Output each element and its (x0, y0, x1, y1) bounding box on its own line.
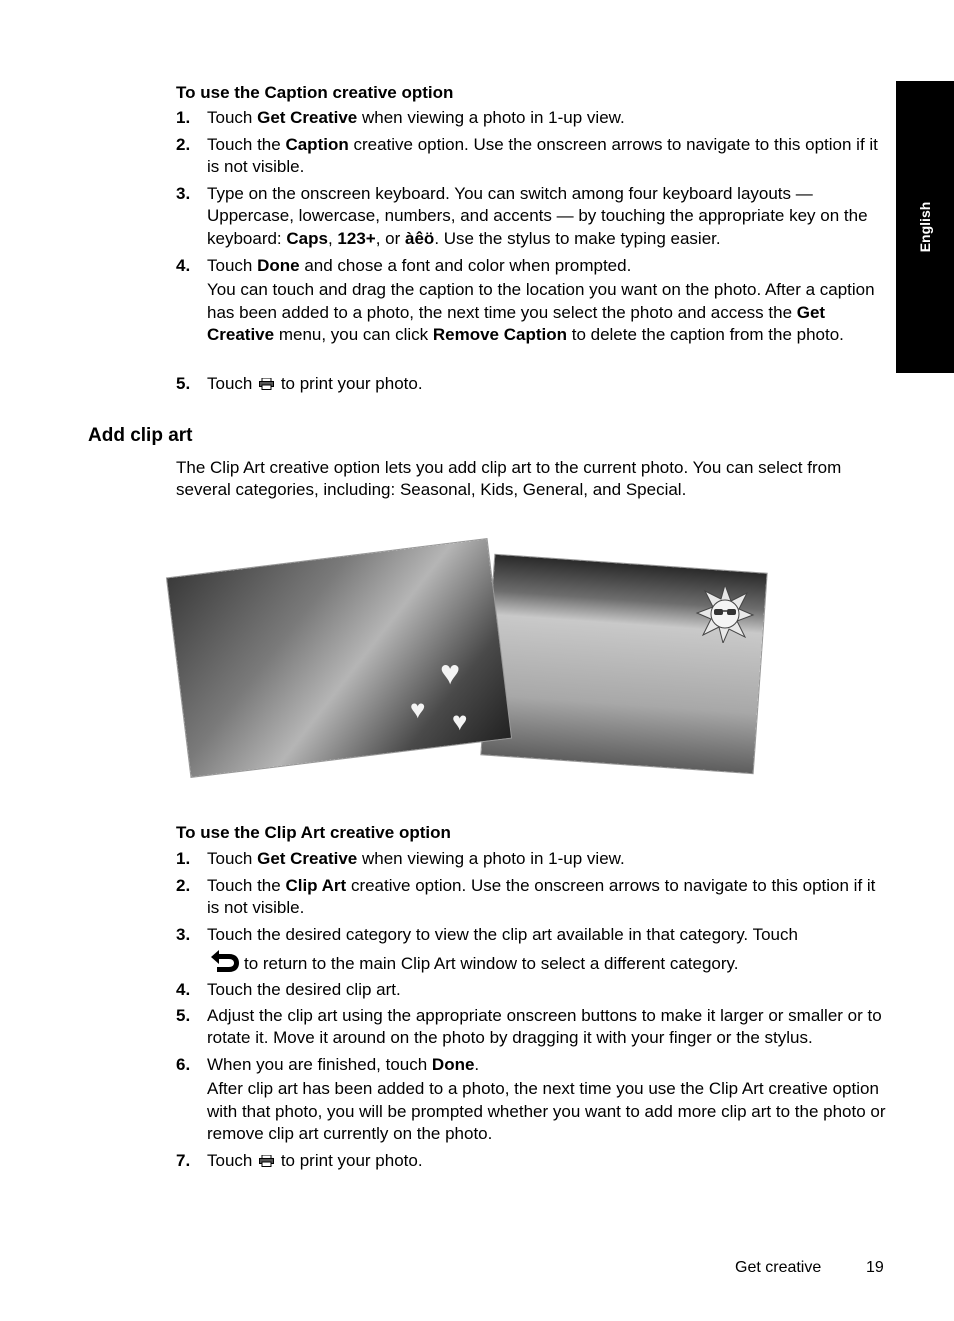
sun-with-sunglasses-icon (695, 583, 755, 643)
footer-section-name: Get creative (735, 1259, 822, 1276)
clipart-heading: Add clip art (88, 425, 193, 446)
clipart-intro: The Clip Art creative option lets you add clip art to the current photo. You can select from several categories, including: Seasonal, Kids, General, and Special. (176, 458, 842, 500)
printer-icon (259, 378, 274, 390)
caption-step-5: 5. Touch to print your photo. (176, 374, 423, 393)
clipart-step-4: 4. Touch the desired clip art. (176, 980, 401, 999)
clipart-example-figure (170, 528, 770, 793)
heart-icon: ♥ (440, 654, 461, 692)
language-tab-label: English (917, 201, 933, 253)
page-number: 19 (866, 1259, 884, 1276)
clipart-step-2: 2. Touch the Clip Art creative option. Use the onscreen arrows to navigate to this option if it is not visible. (176, 876, 876, 918)
clipart-procedure-title: To use the Clip Art creative option (176, 823, 451, 842)
clipart-step-5: 5. Adjust the clip art using the appropriate onscreen buttons to make it larger or smaller or to rotate it. Move it around on the photo by dragging it with your finger or the stylus. (176, 1006, 882, 1048)
caption-step-3: 3. Type on the onscreen keyboard. You can switch among four keyboard layouts — Uppercase, lowercase, numbers, and accents — by touching the appropriate key on the keyboard: Caps, 123+, or àêö. Use the stylus to make typing easier. (176, 184, 868, 248)
heart-icon: ♥ (410, 694, 426, 724)
clipart-step-1: 1. Touch Get Creative when viewing a photo in 1-up view. (176, 849, 625, 868)
language-tab (896, 81, 954, 373)
caption-step-2: 2. Touch the Caption creative option. Use the onscreen arrows to navigate to this option if it is not visible. (176, 135, 878, 177)
caption-step-4: 4. Touch Done and chose a font and color when prompted. You can touch and drag the caption to the location you want on the photo. After a caption has been added to a photo, the next time you select the photo and access the Get Creative menu, you can click Remove Caption to delete the caption from the photo. (176, 256, 875, 345)
heart-icon: ♥ (452, 706, 468, 736)
printer-icon (259, 1155, 274, 1167)
clipart-step-6: 6. When you are finished, touch Done. After clip art has been added to a photo, the next time you use the Clip Art creative option with that photo, you will be prompted whether you want to add more clip art to the photo or remove clip art currently on the photo. (176, 1055, 886, 1144)
back-arrow-icon (207, 948, 241, 974)
clipart-step-7: 7. Touch to print your photo. (176, 1151, 423, 1170)
clipart-step-3: 3. Touch the desired category to view the clip art available in that category. Touch to return to the main Clip Art window to select a different category. (176, 925, 798, 974)
caption-step-1: 1. Touch Get Creative when viewing a photo in 1-up view. (176, 108, 625, 127)
caption-procedure-title: To use the Caption creative option (176, 83, 454, 102)
